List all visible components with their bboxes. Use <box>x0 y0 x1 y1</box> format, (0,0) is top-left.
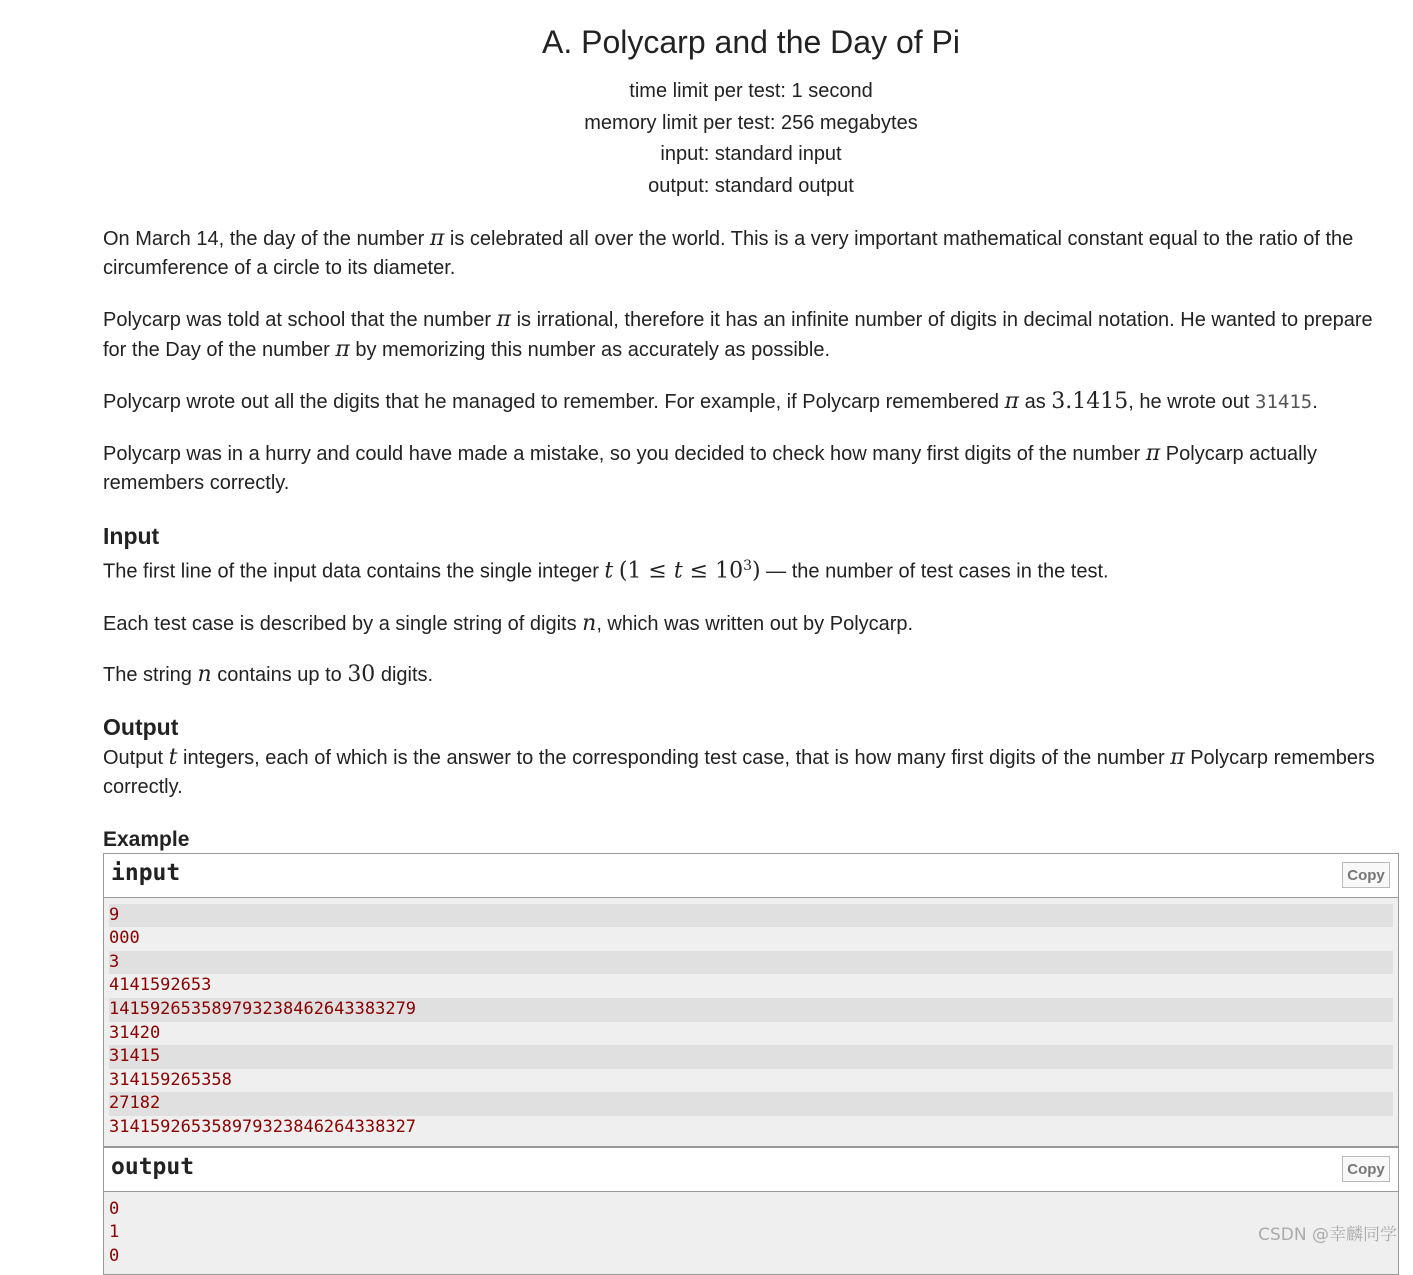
sample-input-line: 000 <box>109 928 140 949</box>
input-paragraph-3: The string n contains up to 30 digits. <box>103 661 434 687</box>
copy-output-button[interactable]: Copy <box>1342 1156 1390 1182</box>
sample-input-content <box>104 898 1398 1146</box>
sample-input-line: 31415 <box>109 1045 1393 1069</box>
sample-input-line: 9 <box>109 904 1393 928</box>
input-file: input: standard input <box>660 143 842 165</box>
statement-paragraph-2: Polycarp was told at school that the number π is irrational, therefore it has an infinite number of digits in decimal notation. He wanted to prepare for the Day of the number π by memorizing this number as accurately as possible. <box>103 307 1373 362</box>
sample-input-line: 31420 <box>109 1022 161 1043</box>
input-specification <box>103 522 1399 690</box>
sample-input-line: 27182 <box>109 1092 1393 1116</box>
sample-input-line: 314159265358979323846264338327 <box>109 1117 417 1137</box>
sample-input-line: 314159265358 <box>109 1069 232 1090</box>
sample-input-box <box>103 853 1399 1147</box>
legend <box>103 224 1399 498</box>
sample-output-line: 1 <box>109 1222 120 1243</box>
sample-output-line: 0 <box>109 1245 120 1266</box>
output-heading: Output <box>103 713 179 740</box>
memory-limit: memory limit per test: 256 megabytes <box>584 111 918 134</box>
csdn-watermark: CSDN @幸麟同学 <box>1258 1225 1397 1245</box>
sample-input-line: 141592653589793238462643383279 <box>109 998 1393 1022</box>
time-limit: time limit per test: 1 second <box>629 80 873 102</box>
sample-input-line: 4141592653 <box>109 975 212 996</box>
input-heading: Input <box>103 523 160 549</box>
statement-paragraph-3: Polycarp wrote out all the digits that he managed to remember. For example, if Polycarp remembered π as 3.1415, he wrote out 31415. <box>103 389 1318 414</box>
input-paragraph-2: Each test case is described by a single string of digits n, which was written out by Polycarp. <box>103 610 914 636</box>
problem-title: A. Polycarp and the Day of Pi <box>542 24 960 60</box>
sample-output-box <box>103 1147 1399 1275</box>
sample-input-label: input <box>111 859 181 886</box>
input-paragraph-1: The first line of the input data contains the single integer t $(1 \le t \le 10^3)$ — the number of test cases in the test. <box>103 558 1109 584</box>
statement-paragraph-4: Polycarp was in a hurry and could have made a mistake, so you decided to check how many first digits of the number π Polycarp actually remembers correctly. <box>103 441 1317 494</box>
problem-page <box>103 0 1399 1275</box>
sample-output-line: 0 <box>109 1198 120 1219</box>
problem-limits <box>103 76 1399 202</box>
statement-paragraph-1: On March 14, the day of the number π is celebrated all over the world. This is a very important mathematical constant equal to the ratio of the circumference of a circle to its diameter. <box>103 226 1354 279</box>
sample-tests <box>103 827 1399 1275</box>
copy-input-button[interactable]: Copy <box>1342 862 1390 888</box>
sample-output-label: output <box>111 1153 195 1180</box>
sample-output-header <box>104 1147 1398 1192</box>
example-heading: Example <box>103 827 190 851</box>
output-paragraph-1: Output t integers, each of which is the answer to the corresponding test case, that is how many first digits of the number π Polycarp remembers correctly. <box>103 744 1375 798</box>
sample-output-content <box>104 1192 1398 1275</box>
output-specification <box>103 713 1399 802</box>
output-file: output: standard output <box>648 174 854 197</box>
sample-input-header <box>104 854 1398 898</box>
sample-input-line: 3 <box>109 951 1393 975</box>
